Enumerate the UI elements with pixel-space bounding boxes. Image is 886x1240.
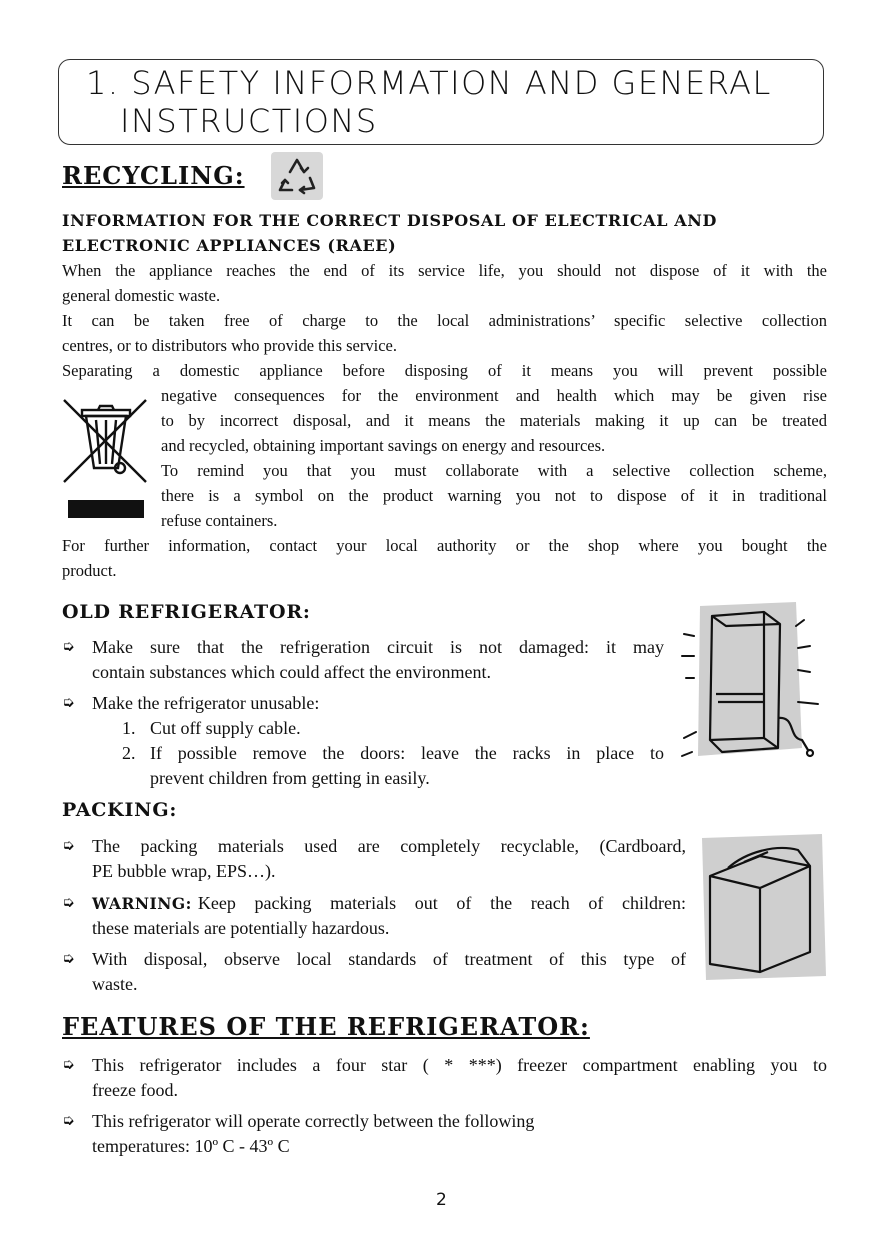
arrow-bullet-icon: ➭ xyxy=(62,838,75,854)
list-item-text: freeze food. xyxy=(92,1080,178,1100)
list-item-text xyxy=(92,891,686,916)
list-item-text: these materials are potentially hazardous. xyxy=(92,918,390,938)
page-number: 2 xyxy=(436,1190,447,1210)
list-item-text: temperatures: 10º C - 43º C xyxy=(92,1136,290,1156)
recycling-paragraph: general domestic waste. xyxy=(62,286,221,305)
list-item xyxy=(62,1053,827,1103)
recycling-heading: RECYCLING: xyxy=(62,161,245,190)
recycling-paragraph: It can be taken free of charge to the local administrations’ specific selective collection xyxy=(62,311,827,330)
list-item xyxy=(62,691,664,716)
crossed-bin-icon xyxy=(58,396,154,522)
arrow-bullet-icon: ➭ xyxy=(62,1057,75,1073)
recycling-paragraph: When the appliance reaches the end of its service life, you should not dispose of it with the xyxy=(62,261,827,280)
raee-subheading-line1: INFORMATION FOR THE CORRECT DISPOSAL OF ELECTRICAL AND xyxy=(62,211,717,230)
arrow-bullet-icon: ➭ xyxy=(62,895,75,911)
list-item-text: The packing materials used are completely recyclable, (Cardboard, xyxy=(92,836,686,856)
old-refrigerator-heading: OLD REFRIGERATOR: xyxy=(62,601,311,623)
recycling-paragraph: to by incorrect disposal, and it means the materials making it up can be treated xyxy=(161,411,827,430)
numbered-item xyxy=(122,741,664,791)
item-number: 1. xyxy=(122,718,136,738)
list-item-text: This refrigerator will operate correctly between the following xyxy=(92,1111,535,1131)
arrow-bullet-icon: ➭ xyxy=(62,1113,75,1129)
recycling-paragraph: Separating a domestic appliance before disposing of it means you will prevent possible xyxy=(62,361,827,380)
list-item-text: waste. xyxy=(92,974,138,994)
list-item-text: prevent children from getting in easily. xyxy=(150,768,430,788)
section-title-line2: INSTRUCTIONS xyxy=(120,102,378,140)
numbered-item xyxy=(122,716,664,741)
recycling-paragraph: refuse containers. xyxy=(161,511,278,530)
old-refrigerator-illustration xyxy=(678,598,828,766)
list-item xyxy=(62,947,686,997)
list-item xyxy=(62,834,686,884)
packing-box-illustration xyxy=(698,832,828,982)
packing-heading: PACKING: xyxy=(62,799,178,821)
list-item xyxy=(62,1109,827,1159)
list-item-text: PE bubble wrap, EPS…). xyxy=(92,861,276,881)
list-item-text: Cut off supply cable. xyxy=(150,718,301,738)
list-item xyxy=(62,635,664,685)
recycling-paragraph: and recycled, obtaining important savings on energy and resources. xyxy=(161,436,606,455)
arrow-bullet-icon: ➭ xyxy=(62,695,75,711)
warning-text: Keep packing materials out of the reach of children: xyxy=(197,893,686,913)
recycling-paragraph: For further information, contact your local authority or the shop where you bought the xyxy=(62,536,827,555)
section-title-line1: 1. SAFETY INFORMATION AND GENERAL xyxy=(86,64,772,102)
list-item-text: Make sure that the refrigeration circuit is not damaged: it may xyxy=(92,637,664,657)
recycling-paragraph: product. xyxy=(62,561,117,580)
item-number: 2. xyxy=(122,743,136,763)
list-item-text: If possible remove the doors: leave the racks in place to xyxy=(150,743,664,763)
raee-subheading-line2: ELECTRONIC APPLIANCES (RAEE) xyxy=(62,236,397,255)
list-item-text: This refrigerator includes a four star ( * ***) freezer compartment enabling you to xyxy=(92,1055,827,1075)
list-item xyxy=(62,891,686,941)
list-item-text: Make the refrigerator unusable: xyxy=(92,693,320,713)
features-heading: FEATURES OF THE REFRIGERATOR: xyxy=(62,1012,590,1041)
list-item-text: contain substances which could affect the environment. xyxy=(92,662,492,682)
recycle-icon xyxy=(268,150,326,202)
warning-label: WARNING: xyxy=(92,894,192,913)
arrow-bullet-icon: ➭ xyxy=(62,639,75,655)
recycling-paragraph: To remind you that you must collaborate with a selective collection scheme, xyxy=(161,461,827,480)
list-item-text: With disposal, observe local standards of treatment of this type of xyxy=(92,949,686,969)
arrow-bullet-icon: ➭ xyxy=(62,951,75,967)
recycling-paragraph: there is a symbol on the product warning you not to dispose of it in traditional xyxy=(161,486,827,505)
recycling-paragraph: centres, or to distributors who provide this service. xyxy=(62,336,397,355)
recycling-paragraph: negative consequences for the environment and health which may be given rise xyxy=(161,386,827,405)
